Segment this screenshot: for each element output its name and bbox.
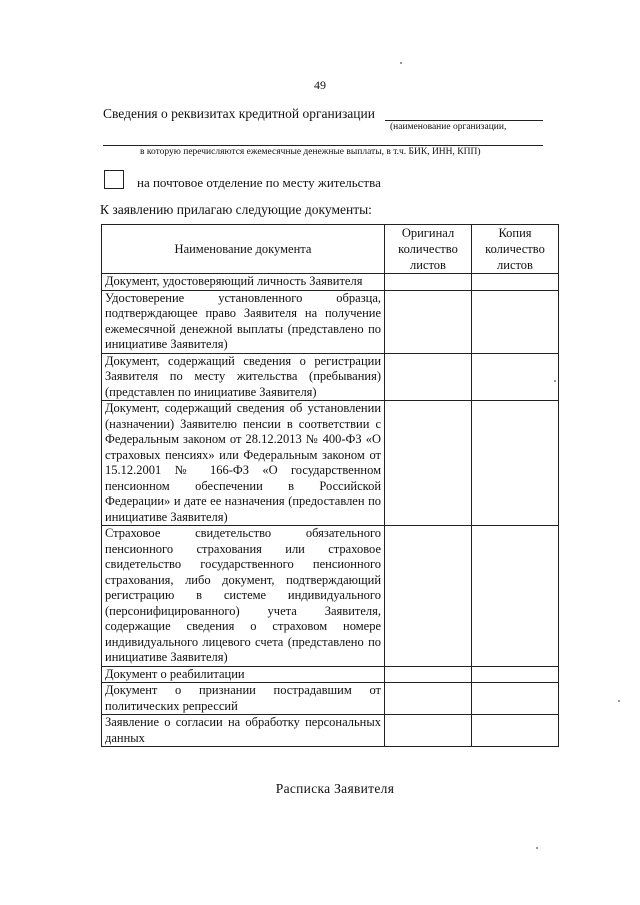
header-document-name: Наименование документа: [102, 225, 385, 274]
copy-count-cell[interactable]: [472, 274, 559, 291]
bank-details-label: Сведения о реквизитах кредитной организации: [103, 106, 375, 121]
original-count-cell[interactable]: [385, 290, 472, 353]
header-original-sheets: Оригинал количество листов: [385, 225, 472, 274]
header-copy-sheets: Копия количество листов: [472, 225, 559, 274]
document-name: Документ, содержащий сведения об установлении (назначении) Заявителю пенсии в соответствии с Федеральным законом от 28.12.2013 № 400-ФЗ «О страховых пенсиях» или Федеральным законом от 15.12.2001 № 166-ФЗ «О государственном пенсионном обеспечении в Российской Федерации» и дате ее назначения (предоставлен по инициативе Заявителя): [102, 401, 385, 526]
original-count-cell[interactable]: [385, 274, 472, 291]
bank-requisites-hint: в которую перечисляются ежемесячные денежные выплаты, в т.ч. БИК, ИНН, КПП): [140, 147, 481, 157]
document-name: Документ, удостоверяющий личность Заявителя: [102, 274, 385, 291]
original-count-cell[interactable]: [385, 715, 472, 747]
page-number: 49: [314, 78, 326, 92]
table-row: [102, 274, 559, 291]
copy-count-cell[interactable]: [472, 526, 559, 667]
copy-count-cell[interactable]: [472, 683, 559, 715]
scan-speck: [536, 847, 538, 849]
attached-documents-table: [101, 224, 559, 747]
document-name: Заявление о согласии на обработку персональных данных: [102, 715, 385, 747]
original-count-cell[interactable]: [385, 526, 472, 667]
table-row: [102, 401, 559, 526]
table-row: [102, 666, 559, 683]
table-row: [102, 683, 559, 715]
original-count-cell[interactable]: [385, 353, 472, 401]
bank-name-field-line[interactable]: [385, 120, 543, 121]
bank-requisites-field-line[interactable]: [103, 145, 543, 146]
receipt-heading: Расписка Заявителя: [275, 781, 395, 796]
original-count-cell[interactable]: [385, 666, 472, 683]
document-name: Документ о реабилитации: [102, 666, 385, 683]
copy-count-cell[interactable]: [472, 666, 559, 683]
table-row: [102, 526, 559, 667]
copy-count-cell[interactable]: [472, 290, 559, 353]
table-row: [102, 290, 559, 353]
document-name: Удостоверение установленного образца, подтверждающее право Заявителя на получение ежемесячной денежной выплаты (представлено по инициативе Заявителя): [102, 290, 385, 353]
document-name: Страховое свидетельство обязательного пенсионного страхования или страховое свидетельство государственного пенсионного страхования, либо документ, подтверждающий регистрацию в системе индивидуального (персонифицированного) учета Заявителя, содержащие сведения о страховом номере индивидуального лицевого счета (представлено по инициативе Заявителя): [102, 526, 385, 667]
post-office-checkbox[interactable]: [104, 170, 124, 189]
scan-speck: [400, 62, 402, 64]
table-row: [102, 715, 559, 747]
document-name: Документ, содержащий сведения о регистрации Заявителя по месту жительства (пребывания) (представлен по инициативе Заявителя): [102, 353, 385, 401]
table-row: [102, 353, 559, 401]
scan-speck: [618, 700, 620, 702]
original-count-cell[interactable]: [385, 683, 472, 715]
table-header-row: [102, 225, 559, 274]
copy-count-cell[interactable]: [472, 715, 559, 747]
attachments-intro: К заявлению прилагаю следующие документы:: [100, 202, 372, 217]
document-name: Документ о признании пострадавшим от политических репрессий: [102, 683, 385, 715]
scan-speck: [554, 380, 556, 382]
original-count-cell[interactable]: [385, 401, 472, 526]
post-office-checkbox-label: на почтовое отделение по месту жительства: [137, 175, 381, 190]
bank-name-hint: (наименование организации,: [390, 122, 507, 132]
copy-count-cell[interactable]: [472, 401, 559, 526]
copy-count-cell[interactable]: [472, 353, 559, 401]
